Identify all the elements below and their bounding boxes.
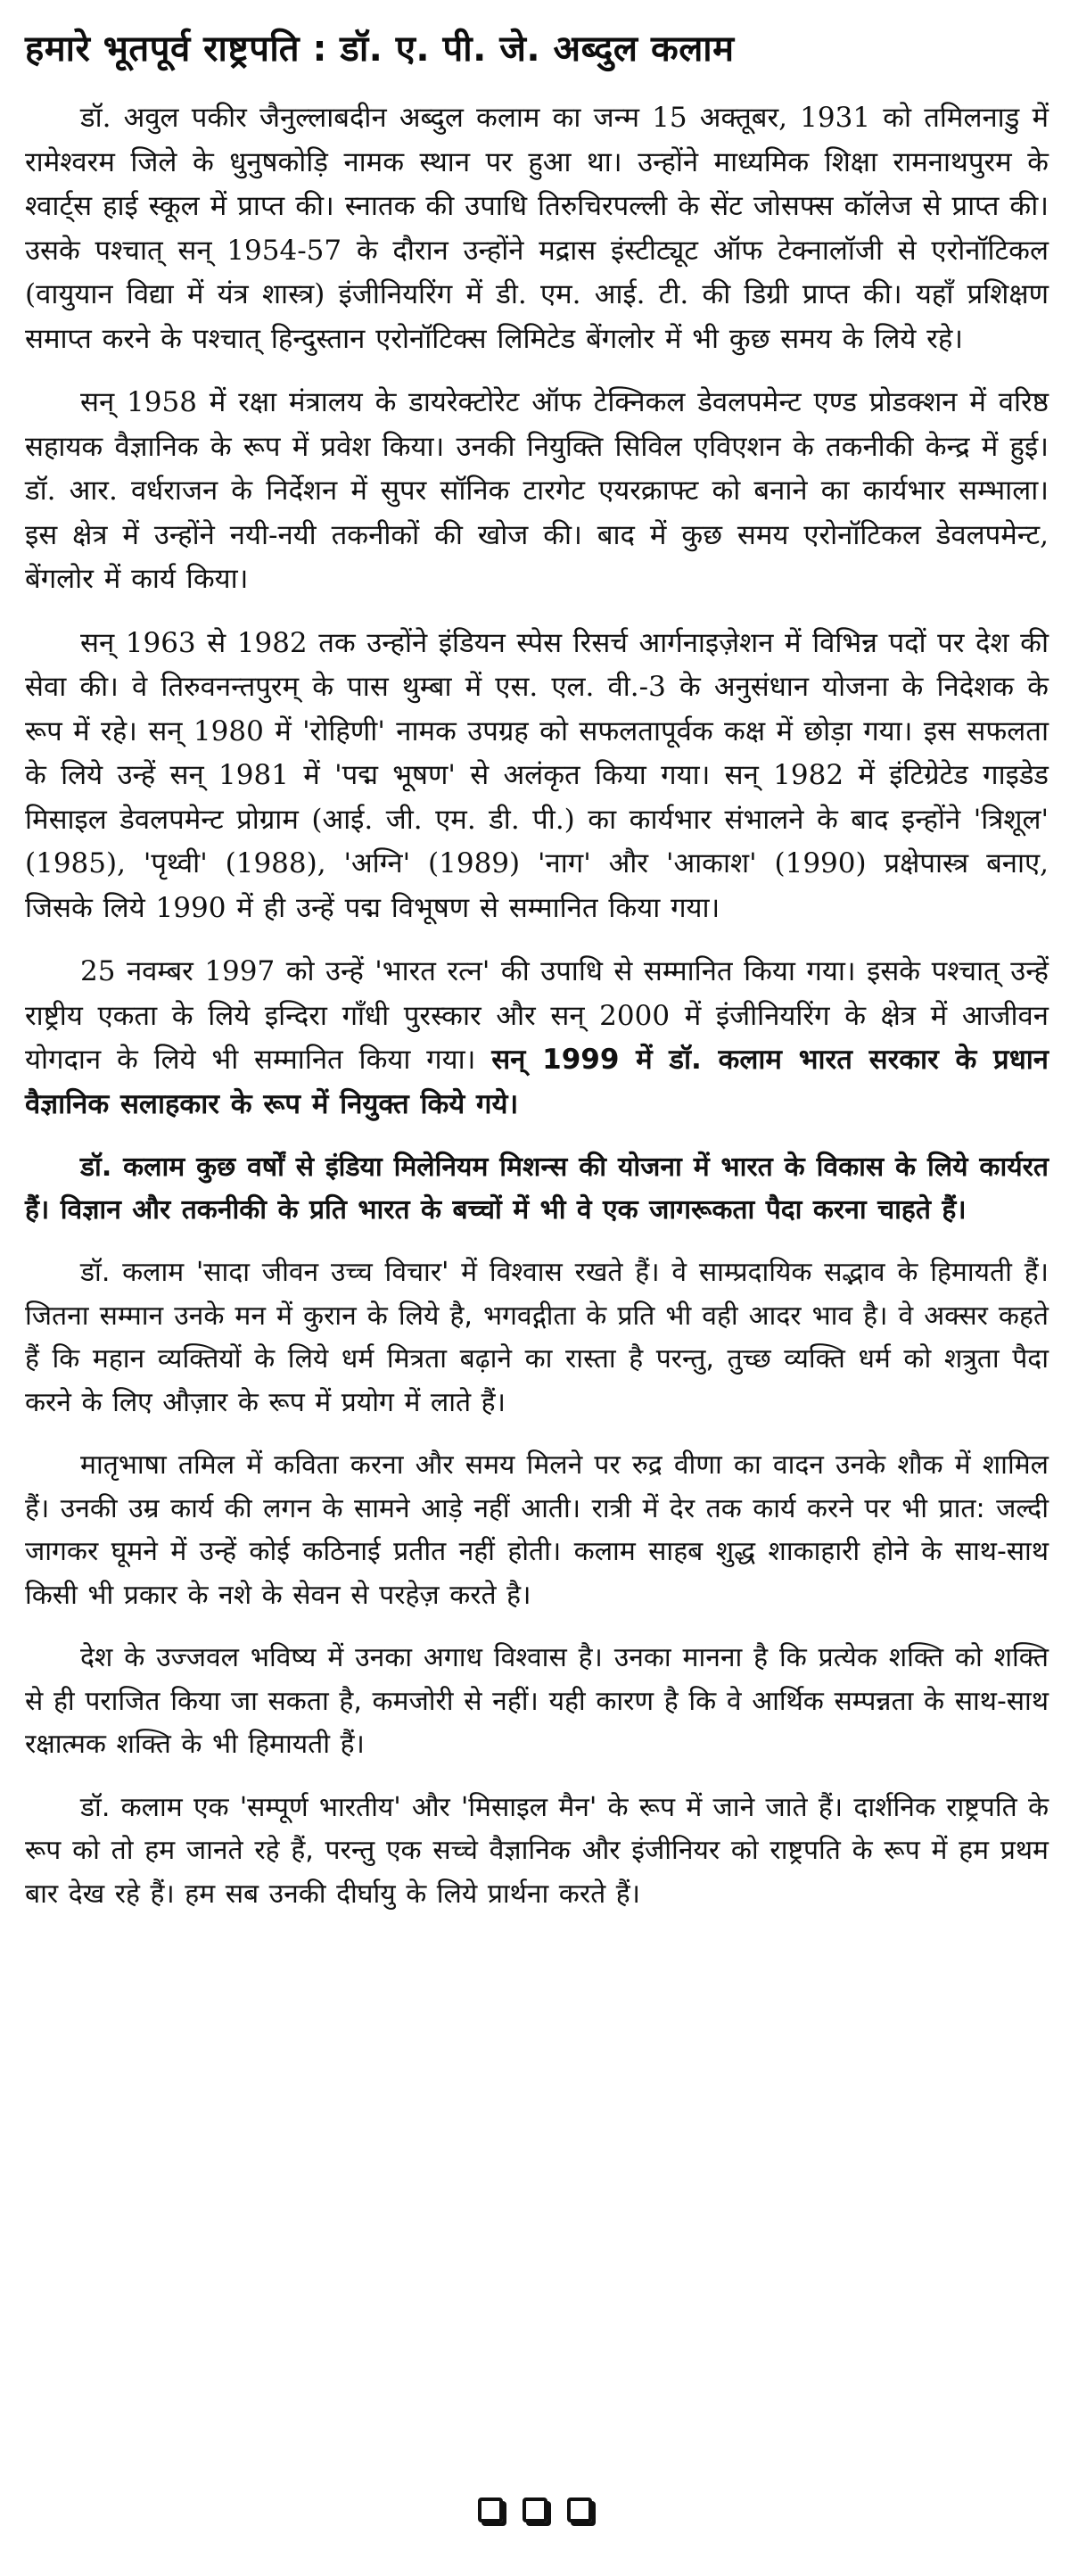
- end-of-text-marks: [0, 2498, 1070, 2522]
- end-mark-square-icon: [523, 2498, 547, 2522]
- paragraph-isro-career: सन् 1963 से 1982 तक उन्होंने इंडियन स्पेस रिसर्च आर्गनाइज़ेशन में विभिन्न पदों पर देश की सेवा की। वे तिरुवनन्तपुरम् के पास थुम्बा में एस. एल. वी.-3 के अनुसंधान योजना के निदेशक के रूप में रहे। सन् 1980 में 'रोहिणी' नामक उपग्रह को सफलतापूर्वक कक्ष में छोड़ा गया। इस सफलता के लिये उन्हें सन् 1981 में 'पद्म भूषण' से अलंकृत किया गया। सन् 1982 में इंटिग्रेटेड गाइडेड मिसाइल डेवलपमेन्ट प्रोग्राम (आई. जी. एम. डी. पी.) का कार्यभार संभालने के बाद इन्होंने 'त्रिशूल' (1985), 'पृथ्वी' (1988), 'अग्नि' (1989) 'नाग' और 'आकाश' (1990) प्रक्षेपास्त्र बनाए, जिसके लिये 1990 में ही उन्हें पद्म विभूषण से सम्मानित किया गया।: [25, 626, 1049, 924]
- paragraph-millennium-missions: डॉ. कलाम कुछ वर्षों से इंडिया मिलेनियम मिशन्स की योजना में भारत के विकास के लिये कार्यरत हैं। विज्ञान और तकनीकी के प्रति भारत के बच्चों में भी वे एक जागरूकता पैदा करना चाहते हैं।: [25, 1152, 1049, 1226]
- paragraph-values: डॉ. कलाम 'सादा जीवन उच्च विचार' में विश्वास रखते हैं। वे साम्प्रदायिक सद्भाव के हिमायती हैं। जितना सम्मान उनके मन में कुरान के लिये है, भगवद्गीता के प्रति भी वही आदर भाव है। वे अक्सर कहते हैं कि महान व्यक्तियों के लिये धर्म मित्रता बढ़ाने का रास्ता है परन्तु, तुच्छ व्यक्ति धर्म को शत्रुता पैदा करने के लिए औज़ार के रूप में प्रयोग में लाते हैं।: [25, 1257, 1049, 1418]
- paragraph-awards: [25, 950, 1049, 1127]
- end-mark-square-icon: [478, 2498, 503, 2522]
- end-mark-square-icon: [567, 2498, 592, 2522]
- paragraph-birth-education: डॉ. अवुल पकीर जैनुल्लाबदीन अब्दुल कलाम का जन्म 15 अक्तूबर, 1931 को तमिलनाडु में रामेश्वरम जिले के धुनुषकोड़ि नामक स्थान पर हुआ था। उन्होंने माध्यमिक शिक्षा रामनाथपुरम के श्वार्ट्स हाई स्कूल में प्राप्त की। स्नातक की उपाधि तिरुचिरपल्ली के सेंट जोसफ्स कॉलेज से प्राप्त की। उसके पश्चात् सन् 1954-57 के दौरान उन्होंने मद्रास इंस्टीट्यूट ऑफ टेक्नालॉजी से एरोनॉटिकल (वायुयान विद्या में यंत्र शास्त्र) इंजीनियरिंग में डी. एम. आई. टी. की डिग्री प्राप्त की। यहाँ प्रशिक्षण समाप्त करने के पश्चात् हिन्दुस्तान एरोनॉटिक्स लिमिटेड बेंगलोर में भी कुछ समय के लिये रहे।: [25, 102, 1049, 355]
- paragraph-conclusion: डॉ. कलाम एक 'सम्पूर्ण भारतीय' और 'मिसाइल मैन' के रूप में जाने जाते हैं। दार्शनिक राष्ट्रपति के रूप को तो हम जानते रहे हैं, परन्तु एक सच्चे वैज्ञानिक और इंजीनियर को राष्ट्रपति के रूप में हम प्रथम बार देख रहे हैं। हम सब उनकी दीर्घायु के लिये प्रार्थना करते हैं।: [25, 1791, 1049, 1910]
- paragraph-advisor-text: सन् 1999 में डॉ. कलाम भारत सरकार के प्रधान वैज्ञानिक सलाहकार के रूप में नियुक्त किये गये।: [25, 1044, 1049, 1120]
- paragraph-vision: देश के उज्जवल भविष्य में उनका अगाध विश्वास है। उनका मानना है कि प्रत्येक शक्ति को शक्ति से ही पराजित किया जा सकता है, कमजोरी से नहीं। यही कारण है कि वे आर्थिक सम्पन्नता के साथ-साथ रक्षात्मक शक्ति के भी हिमायती हैं।: [25, 1642, 1049, 1760]
- paragraph-defence-career: सन् 1958 में रक्षा मंत्रालय के डायरेक्टोरेट ऑफ टेक्निकल डेवलपमेन्ट एण्ड प्रोडक्शन में वरिष्ठ सहायक वैज्ञानिक के रूप में प्रवेश किया। उनकी नियुक्ति सिविल एविएशन के तकनीकी केन्द्र में हुई। डॉ. आर. वर्धराजन के निर्देशन में सुपर सॉनिक टारगेट एयरक्राफ्ट को बनाने का कार्यभार सम्भाला। इस क्षेत्र में उन्होंने नयी-नयी तकनीकों की खोज की। बाद में कुछ समय एरोनॉटिकल डेवलपमेन्ट, बेंगलोर में कार्य किया।: [25, 386, 1049, 595]
- paragraph-awards-text: 25 नवम्बर 1997 को उन्हें 'भारत रत्न' की उपाधि से सम्मानित किया गया। इसके पश्चात् उन्हें राष्ट्रीय एकता के लिये इन्दिरा गाँधी पुरस्कार और सन् 2000 में इंजीनियरिंग के क्षेत्र में आजीवन योगदान के लिये भी सम्मानित किया गया।: [25, 955, 1049, 1076]
- paragraph-hobbies: मातृभाषा तमिल में कविता करना और समय मिलने पर रुद्र वीणा का वादन उनके शौक में शामिल हैं। उनकी उम्र कार्य की लगन के सामने आड़े नहीं आती। रात्री में देर तक कार्य करने पर भी प्रात: जल्दी जागकर घूमने में उन्हें कोई कठिनाई प्रतीत नहीं होती। कलाम साहब शुद्ध शाकाहारी होने के साथ-साथ किसी भी प्रकार के नशे के सेवन से परहेज़ करते है।: [25, 1449, 1049, 1611]
- page-title: हमारे भूतपूर्व राष्ट्रपति : डॉ. ए. पी. जे. अब्दुल कलाम: [25, 29, 735, 70]
